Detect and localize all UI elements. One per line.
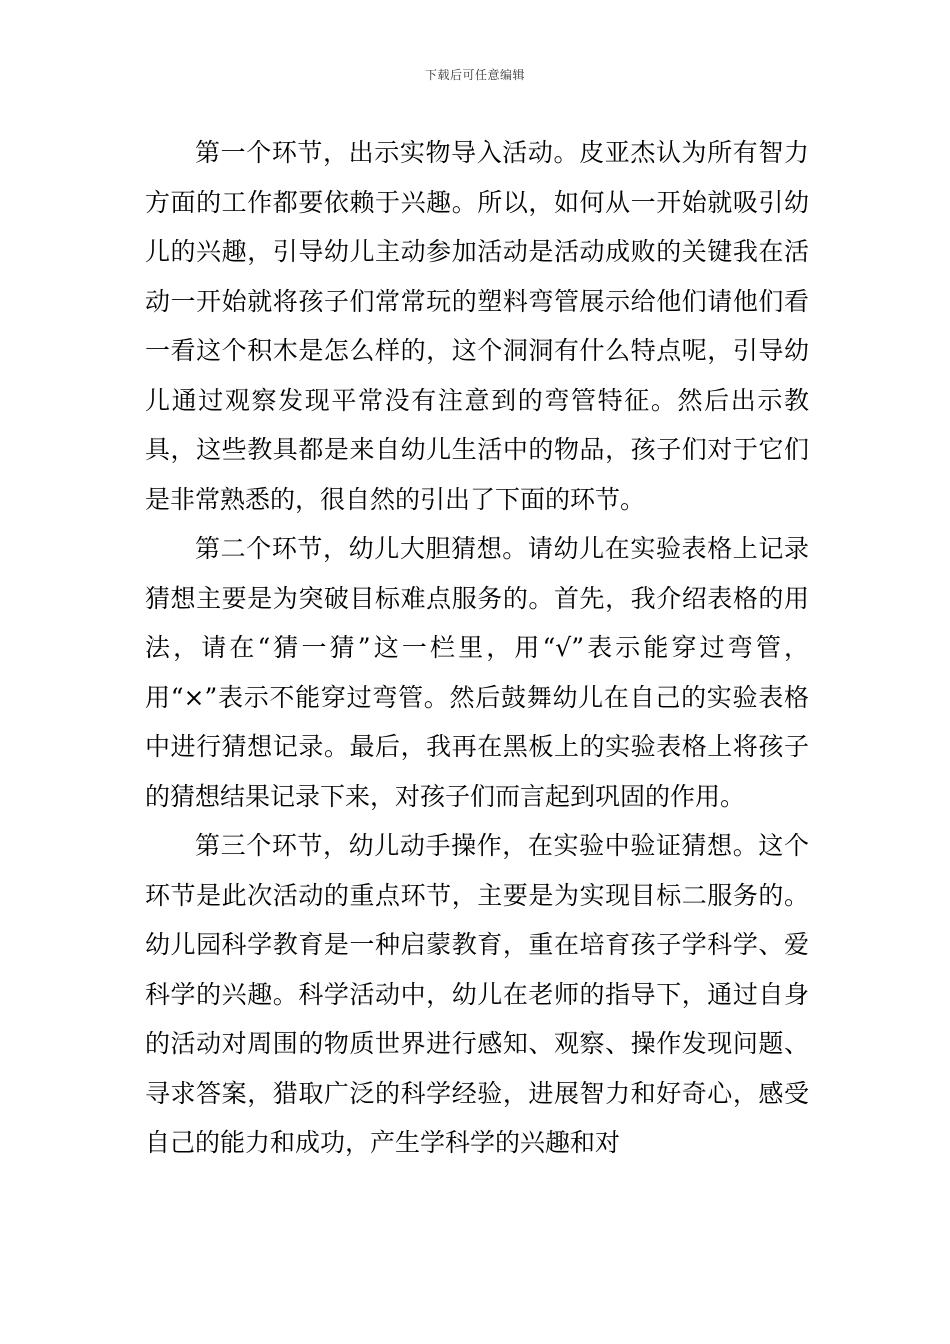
- paragraph-2: 第二个环节，幼儿大胆猜想。请幼儿在实验表格上记录猜想主要是为突破目标难点服务的。首先，我介绍表格的用法，请在“猜一猜”这一栏里，用“√”表示能穿过弯管，用“×”表示不能穿过弯管。然后鼓舞幼儿在自己的实验表格中进行猜想记录。最后，我再在黑板上的实验表格上将孩子的猜想结果记录下来，对孩子们而言起到巩固的作用。: [145, 534, 809, 811]
- paragraph-1: 第一个环节，出示实物导入活动。皮亚杰认为所有智力方面的工作都要依赖于兴趣。所以，如何从一开始就吸引幼儿的兴趣，引导幼儿主动参加活动是活动成败的关键我在活动一开始就将孩子们常常玩的塑料弯管展示给他们请他们看一看这个积木是怎么样的，这个洞洞有什么特点呢，引导幼儿通过观察发现平常没有注意到的弯管特征。然后出示教具，这些教具都是来自幼儿生活中的物品，孩子们对于它们是非常熟悉的，很自然的引出了下面的环节。: [145, 138, 809, 514]
- document-body: [145, 128, 809, 1168]
- page-header: 下载后可任意编辑: [424, 68, 525, 82]
- paragraph-3: 第三个环节，幼儿动手操作，在实验中验证猜想。这个环节是此次活动的重点环节，主要是为实现目标二服务的。幼儿园科学教育是一种启蒙教育，重在培育孩子学科学、爱科学的兴趣。科学活动中，幼儿在老师的指导下，通过自身的活动对周围的物质世界进行感知、观察、操作发现问题、寻求答案，猎取广泛的科学经验，进展智力和好奇心，感受自己的能力和成功，产生学科学的兴趣和对: [145, 831, 809, 1157]
